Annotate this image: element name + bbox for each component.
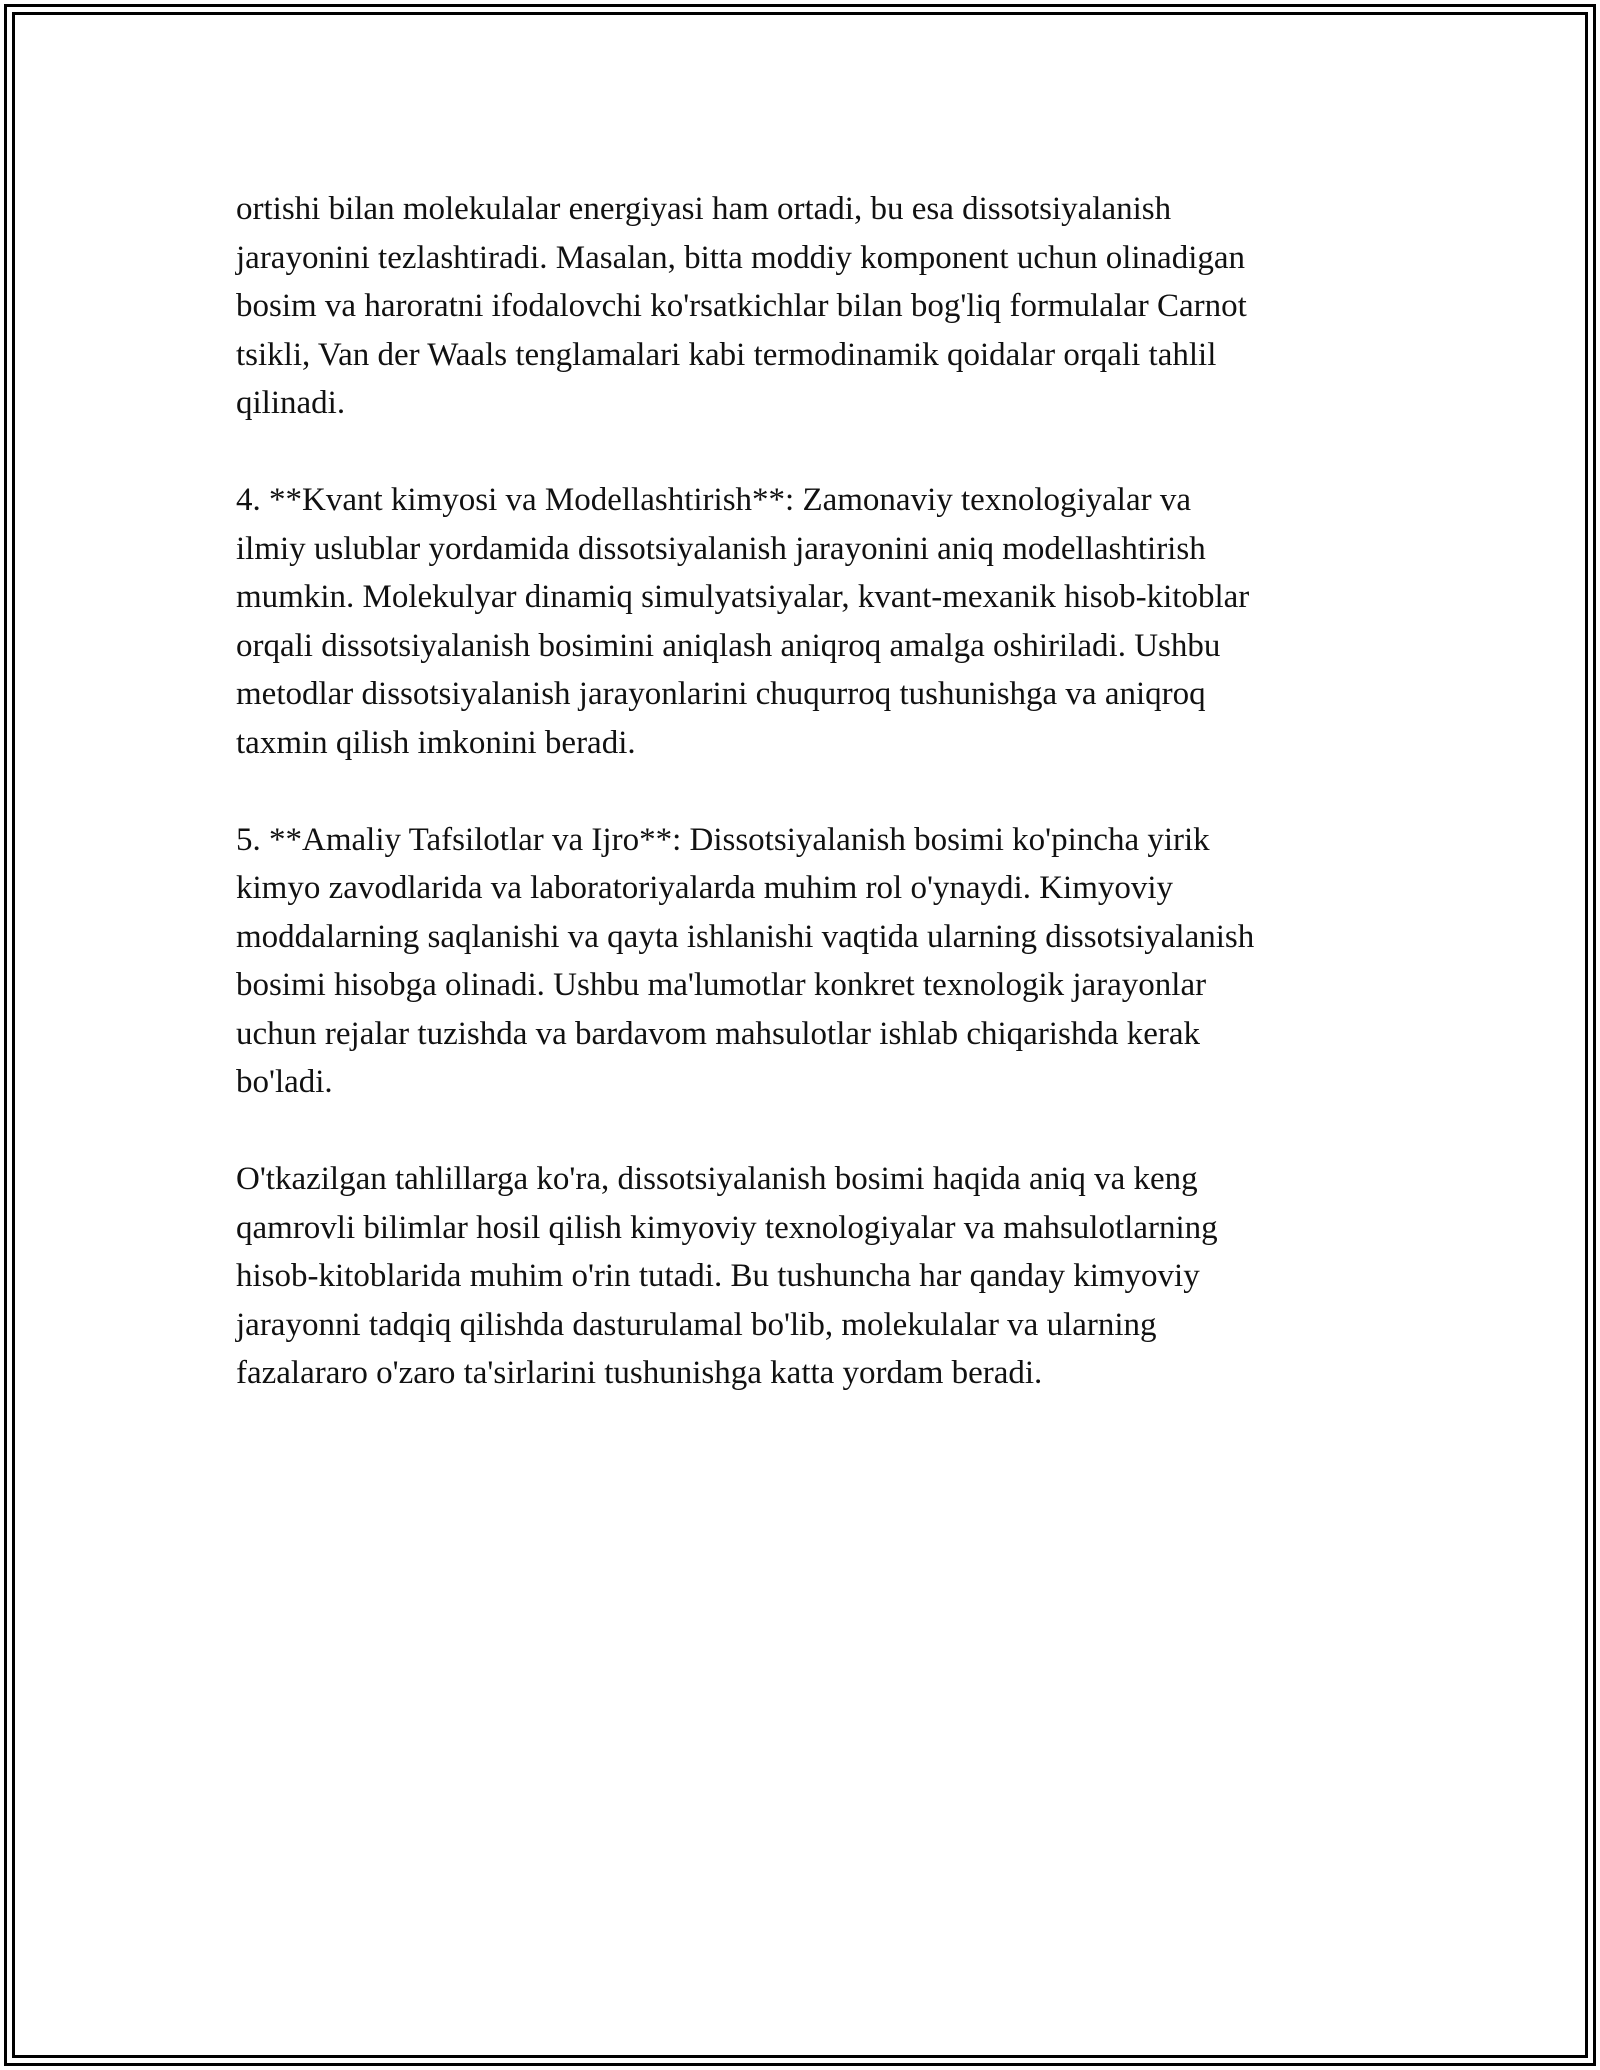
text-line: jarayonni tadqiq qilishda dasturulamal bo'lib, molekulalar va ularning xyxy=(236,1306,1157,1343)
text-line: moddalarning saqlanishi va qayta ishlanishi vaqtida ularning dissotsiyalanish xyxy=(236,918,1255,955)
text-line: hisob-kitoblarida muhim o'rin tutadi. Bu tushuncha har qanday kimyoviy xyxy=(236,1258,1200,1294)
text-line: bo'ladi. xyxy=(236,1064,333,1100)
text-line: ortishi bilan molekulalar energiyasi ham ortadi, bu esa dissotsiyalanish xyxy=(236,191,1172,227)
text-line: bosimi hisobga olinadi. Ushbu ma'lumotlar konkret texnologik jarayonlar xyxy=(236,967,1207,1003)
text-line: qilinadi. xyxy=(236,385,346,421)
text-line: orqali dissotsiyalanish bosimini aniqlash aniqroq amalga oshiriladi. Ushbu xyxy=(236,627,1221,664)
paragraph-intro-continuation xyxy=(236,185,1376,428)
text-line: metodlar dissotsiyalanish jarayonlarini chuqurroq tushunishga va aniqroq xyxy=(236,676,1206,712)
text-line: qamrovli bilimlar hosil qilish kimyoviy texnologiyalar va mahsulotlarning xyxy=(236,1209,1218,1246)
text-line: taxmin qilish imkonini beradi. xyxy=(236,724,636,761)
text-line: uchun rejalar tuzishda va bardavom mahsulotlar ishlab chiqarishda kerak xyxy=(236,1015,1200,1052)
text-line: bosim va haroratni ifodalovchi ko'rsatkichlar bilan bog'liq formulalar Carnot xyxy=(236,288,1247,324)
text-line: O'tkazilgan tahlillarga ko'ra, dissotsiyalanish bosimi haqida aniq va keng xyxy=(236,1161,1198,1197)
text-line: ilmiy uslublar yordamida dissotsiyalanish jarayonini aniq modellashtirish xyxy=(236,530,1206,567)
paragraph-item-5 xyxy=(236,816,1376,1107)
text-line: fazalararo o'zaro ta'sirlarini tushunishga katta yordam beradi. xyxy=(236,1355,1043,1391)
document-body xyxy=(236,185,1376,1446)
paragraph-conclusion xyxy=(236,1155,1376,1398)
text-line: jarayonini tezlashtiradi. Masalan, bitta moddiy komponent uchun olinadigan xyxy=(236,239,1246,276)
text-line: kimyo zavodlarida va laboratoriyalarda muhim rol o'ynaydi. Kimyoviy xyxy=(236,870,1174,906)
text-line: 4. **Kvant kimyosi va Modellashtirish**: Zamonaviy texnologiyalar va xyxy=(236,482,1192,518)
text-line: 5. **Amaliy Tafsilotlar va Ijro**: Dissotsiyalanish bosimi ko'pincha yirik xyxy=(236,821,1210,858)
paragraph-item-4 xyxy=(236,476,1376,767)
text-line: tsikli, Van der Waals tenglamalari kabi termodinamik qoidalar orqali tahlil xyxy=(236,336,1217,373)
text-line: mumkin. Molekulyar dinamiq simulyatsiyalar, kvant-mexanik hisob-kitoblar xyxy=(236,579,1250,615)
